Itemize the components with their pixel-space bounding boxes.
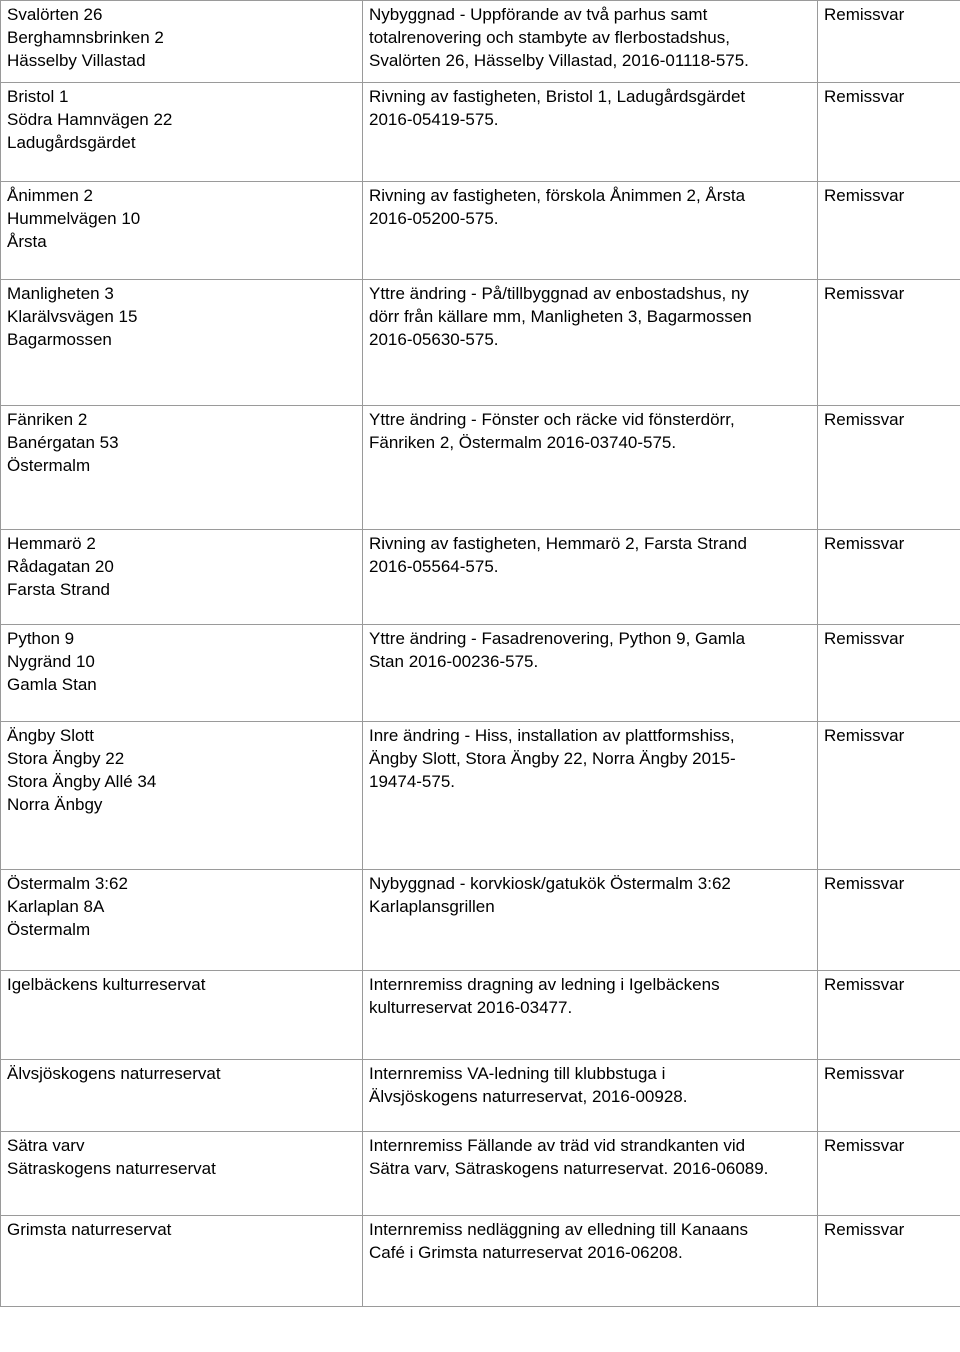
address-cell <box>1 280 363 406</box>
address-line: Svalörten 26 <box>7 5 103 24</box>
description-line: Internremiss VA-ledning till klubbstuga i <box>369 1064 666 1083</box>
address-line: Ånimmen 2 <box>7 186 93 205</box>
address-line: Grimsta naturreservat <box>7 1220 172 1239</box>
address-cell <box>1 1132 363 1216</box>
address-line: Ängby Slott <box>7 726 94 745</box>
address-line: Älvsjöskogens naturreservat <box>7 1064 221 1083</box>
address-line: Farsta Strand <box>7 580 110 599</box>
address-cell <box>1 1 363 83</box>
status-cell <box>818 530 960 625</box>
status-cell <box>818 182 960 280</box>
description-line: Ängby Slott, Stora Ängby 22, Norra Ängby 2015- <box>369 749 736 768</box>
status-text: Remissvar <box>824 874 905 893</box>
description-cell <box>363 406 818 530</box>
address-line: Gamla Stan <box>7 675 97 694</box>
description-line: Café i Grimsta naturreservat 2016-06208. <box>369 1243 683 1262</box>
address-line: Östermalm <box>7 456 91 475</box>
table-row <box>1 1060 960 1132</box>
table-row <box>1 406 960 530</box>
status-text: Remissvar <box>824 87 905 106</box>
status-cell <box>818 1216 960 1307</box>
status-cell <box>818 280 960 406</box>
status-text: Remissvar <box>824 1064 905 1083</box>
description-line: Rivning av fastigheten, förskola Ånimmen 2, Årsta <box>369 186 746 205</box>
address-line: Bagarmossen <box>7 330 112 349</box>
description-cell <box>363 870 818 971</box>
address-line: Stora Ängby Allé 34 <box>7 772 157 791</box>
description-line: Sätra varv, Sätraskogens naturreservat. 2016-06089. <box>369 1159 769 1178</box>
description-line: Yttre ändring - Fasadrenovering, Python 9, Gamla <box>369 629 746 648</box>
status-text: Remissvar <box>824 629 905 648</box>
description-line: Stan 2016-00236-575. <box>369 652 539 671</box>
description-line: kulturreservat 2016-03477. <box>369 998 573 1017</box>
table-row <box>1 280 960 406</box>
description-line: 2016-05630-575. <box>369 330 499 349</box>
description-line: Fänriken 2, Östermalm 2016-03740-575. <box>369 433 677 452</box>
description-line: Internremiss nedläggning av elledning till Kanaans <box>369 1220 748 1239</box>
description-cell <box>363 1132 818 1216</box>
status-cell <box>818 971 960 1060</box>
table-row <box>1 971 960 1060</box>
table-row <box>1 182 960 280</box>
description-cell <box>363 722 818 870</box>
address-cell <box>1 971 363 1060</box>
address-line: Östermalm <box>7 920 91 939</box>
description-cell <box>363 530 818 625</box>
address-line: Årsta <box>7 232 47 251</box>
description-line: Älvsjöskogens naturreservat, 2016-00928. <box>369 1087 688 1106</box>
address-line: Hemmarö 2 <box>7 534 96 553</box>
description-line: Internremiss dragning av ledning i Igelbäckens <box>369 975 720 994</box>
table-row <box>1 530 960 625</box>
address-line: Norra Änbgy <box>7 795 103 814</box>
status-text: Remissvar <box>824 1220 905 1239</box>
description-line: Nybyggnad - korvkiosk/gatukök Östermalm 3:62 <box>369 874 731 893</box>
description-line: 2016-05564-575. <box>369 557 499 576</box>
address-line: Ladugårdsgärdet <box>7 133 136 152</box>
address-cell <box>1 530 363 625</box>
description-cell <box>363 280 818 406</box>
address-line: Manligheten 3 <box>7 284 114 303</box>
address-line: Fänriken 2 <box>7 410 88 429</box>
address-line: Klarälvsvägen 15 <box>7 307 138 326</box>
table-row <box>1 1132 960 1216</box>
address-line: Hässelby Villastad <box>7 51 146 70</box>
description-line: Nybyggnad - Uppförande av två parhus samt <box>369 5 708 24</box>
status-text: Remissvar <box>824 410 905 429</box>
status-cell <box>818 1 960 83</box>
address-line: Bristol 1 <box>7 87 69 106</box>
table-row <box>1 870 960 971</box>
address-cell <box>1 1060 363 1132</box>
description-line: Karlaplansgrillen <box>369 897 495 916</box>
description-line: Yttre ändring - Fönster och räcke vid fönsterdörr, <box>369 410 735 429</box>
status-cell <box>818 406 960 530</box>
address-cell <box>1 870 363 971</box>
description-cell <box>363 625 818 722</box>
status-cell <box>818 870 960 971</box>
status-text: Remissvar <box>824 186 905 205</box>
table-row <box>1 625 960 722</box>
table-row <box>1 1 960 83</box>
description-line: Svalörten 26, Hässelby Villastad, 2016-01118-575. <box>369 51 749 70</box>
address-line: Python 9 <box>7 629 75 648</box>
description-cell <box>363 1216 818 1307</box>
description-line: Yttre ändring - På/tillbyggnad av enbostadshus, ny <box>369 284 749 303</box>
status-text: Remissvar <box>824 1136 905 1155</box>
address-line: Karlaplan 8A <box>7 897 105 916</box>
description-cell <box>363 971 818 1060</box>
address-line: Hummelvägen 10 <box>7 209 141 228</box>
address-line: Banérgatan 53 <box>7 433 119 452</box>
address-cell <box>1 406 363 530</box>
address-line: Stora Ängby 22 <box>7 749 125 768</box>
description-line: 2016-05200-575. <box>369 209 499 228</box>
status-text: Remissvar <box>824 284 905 303</box>
address-line: Södra Hamnvägen 22 <box>7 110 173 129</box>
address-cell <box>1 182 363 280</box>
address-line: Igelbäckens kulturreservat <box>7 975 206 994</box>
table-row <box>1 722 960 870</box>
status-text: Remissvar <box>824 534 905 553</box>
status-cell <box>818 1060 960 1132</box>
description-cell <box>363 1 818 83</box>
status-cell <box>818 1132 960 1216</box>
address-line: Berghamnsbrinken 2 <box>7 28 164 47</box>
address-line: Sätra varv <box>7 1136 85 1155</box>
address-cell <box>1 625 363 722</box>
address-line: Rådagatan 20 <box>7 557 114 576</box>
address-line: Sätraskogens naturreservat <box>7 1159 216 1178</box>
description-line: dörr från källare mm, Manligheten 3, Bagarmossen <box>369 307 752 326</box>
description-line: Rivning av fastigheten, Hemmarö 2, Farsta Strand <box>369 534 747 553</box>
address-line: Östermalm 3:62 <box>7 874 128 893</box>
address-cell <box>1 83 363 182</box>
description-line: Rivning av fastigheten, Bristol 1, Ladugårdsgärdet <box>369 87 746 106</box>
status-text: Remissvar <box>824 5 905 24</box>
description-line: totalrenovering och stambyte av flerbostadshus, <box>369 28 730 47</box>
address-line: Nygränd 10 <box>7 652 95 671</box>
address-cell <box>1 1216 363 1307</box>
description-cell <box>363 83 818 182</box>
description-line: Inre ändring - Hiss, installation av plattformshiss, <box>369 726 735 745</box>
description-line: 2016-05419-575. <box>369 110 499 129</box>
table-row <box>1 83 960 182</box>
description-line: 19474-575. <box>369 772 456 791</box>
description-line: Internremiss Fällande av träd vid strandkanten vid <box>369 1136 746 1155</box>
status-cell <box>818 83 960 182</box>
status-cell <box>818 722 960 870</box>
description-cell <box>363 1060 818 1132</box>
case-table-body <box>1 1 960 1307</box>
address-cell <box>1 722 363 870</box>
status-cell <box>818 625 960 722</box>
table-row <box>1 1216 960 1307</box>
status-text: Remissvar <box>824 975 905 994</box>
description-cell <box>363 182 818 280</box>
status-text: Remissvar <box>824 726 905 745</box>
